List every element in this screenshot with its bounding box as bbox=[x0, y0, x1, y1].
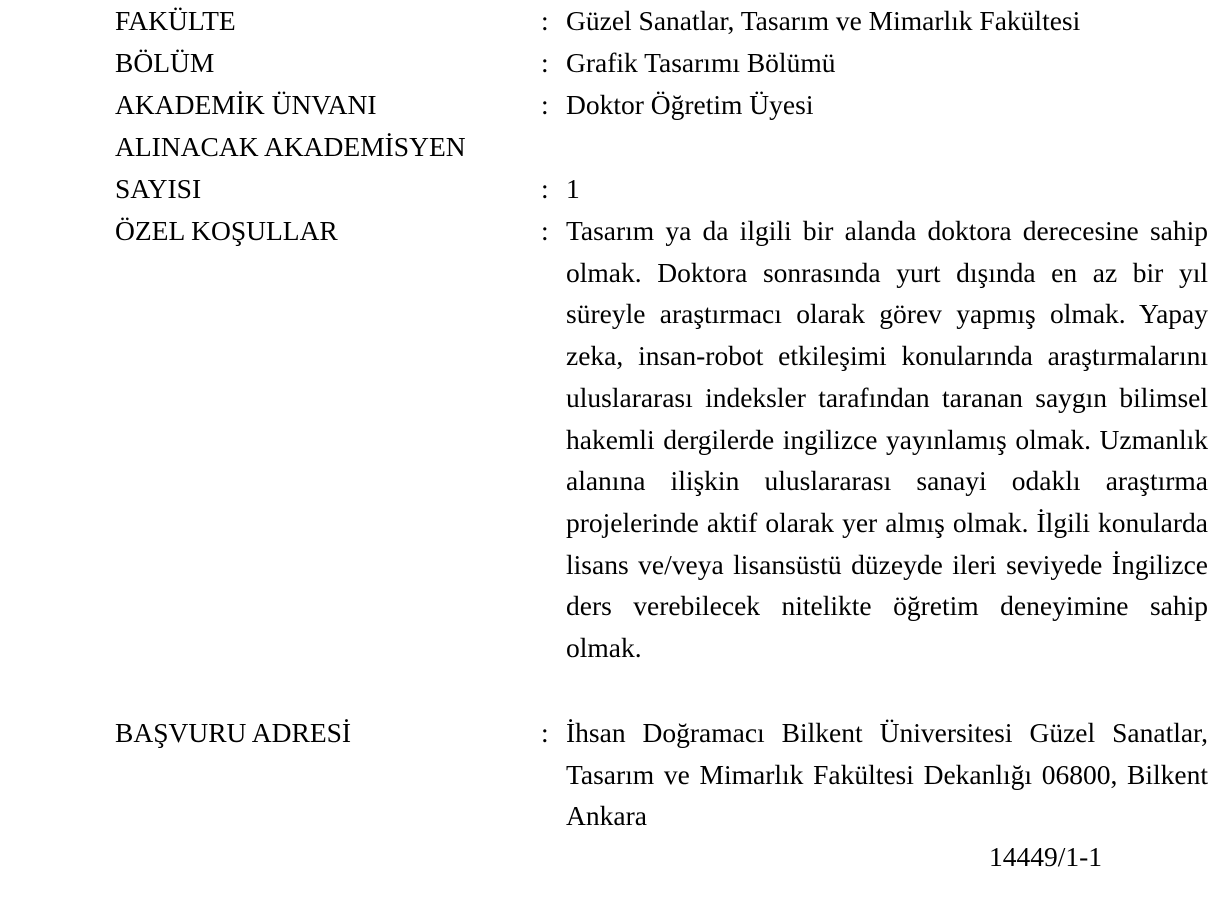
number-of-academics-value: 1 bbox=[566, 173, 580, 204]
reference-number: 14449/1-1 bbox=[989, 841, 1103, 872]
academic-title-label: AKADEMİK ÜNVANI bbox=[115, 89, 377, 120]
department-colon: : bbox=[541, 47, 549, 78]
special-conditions-label: ÖZEL KOŞULLAR bbox=[115, 215, 338, 246]
number-of-academics-colon: : bbox=[541, 173, 549, 204]
faculty-label: FAKÜLTE bbox=[115, 5, 236, 36]
application-address-value: İhsan Doğramacı Bilkent Üniversitesi Güzel Sanatlar, Tasarım ve Mimarlık Fakültesi Dekanlığı 06800, Bilkent Ankara bbox=[566, 717, 1208, 832]
number-of-academics-label-line2: SAYISI bbox=[115, 173, 202, 204]
department-label: BÖLÜM bbox=[115, 47, 215, 78]
faculty-colon: : bbox=[541, 5, 549, 36]
special-conditions-value: Tasarım ya da ilgili bir alanda doktora derecesine sahip olmak. Doktora sonrasında yurt dışında en az bir yıl süreyle araştırmacı olarak görev yapmış olmak. Yapay zeka, insan-robot etkileşimi konularında araştırmalarını uluslararası indeksler tarafından taranan saygın bilimsel hakemli dergilerde ingilizce yayınlamış olmak. Uzmanlık alanına ilişkin uluslararası sanayi odaklı araştırma projelerinde aktif olarak yer almış olmak. İlgili konularda lisans ve/veya lisansüstü düzeyde ileri seviyede İngilizce ders verebilecek nitelikte öğretim deneyimine sahip olmak. bbox=[566, 215, 1208, 664]
academic-title-value: Doktor Öğretim Üyesi bbox=[566, 89, 814, 120]
special-conditions-colon: : bbox=[541, 215, 549, 246]
department-value: Grafik Tasarımı Bölümü bbox=[566, 47, 836, 78]
academic-title-colon: : bbox=[541, 89, 549, 120]
application-address-label: BAŞVURU ADRESİ bbox=[115, 717, 352, 748]
number-of-academics-label-line1: ALINACAK AKADEMİSYEN bbox=[115, 131, 466, 162]
faculty-value: Güzel Sanatlar, Tasarım ve Mimarlık Fakültesi bbox=[566, 5, 1081, 36]
application-address-colon: : bbox=[541, 717, 549, 748]
